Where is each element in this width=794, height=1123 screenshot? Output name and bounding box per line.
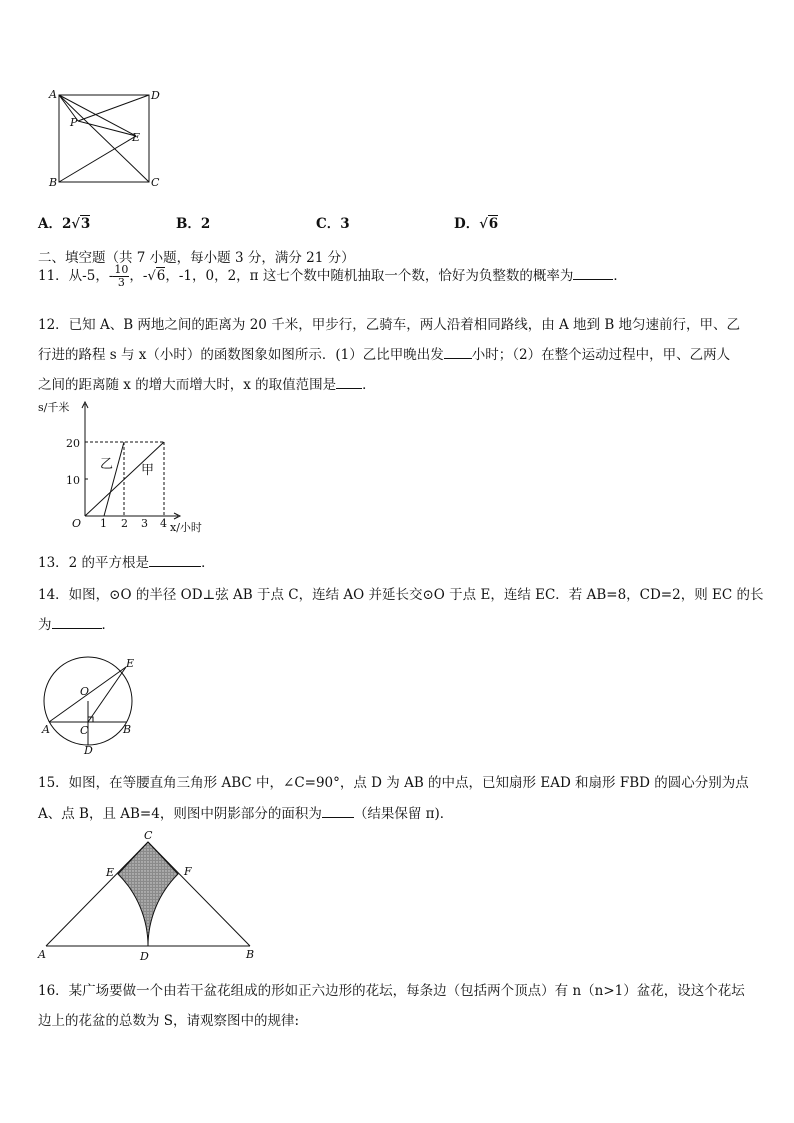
y-axis-label: s/千米 bbox=[38, 401, 70, 414]
label-O: O bbox=[80, 685, 90, 698]
answer-blank bbox=[52, 616, 102, 629]
fraction: $\frac{10}{3}$ bbox=[114, 263, 129, 289]
series-label-yi: 乙 bbox=[100, 457, 114, 472]
question-12-line2: 行进的路程 s 与 x（小时）的函数图象如图所示．(1）乙比甲晚出发 小时；（2）在整个运动过程中，甲、乙两人 bbox=[38, 347, 731, 363]
x-tick: 1 bbox=[100, 517, 107, 530]
graph-q12 bbox=[38, 398, 218, 538]
question-16-line1: 16．某广场要做一个由若干盆花组成的形如正六边形的花坛，每条边（包括两个顶点）有 n（n>1）盆花，设这个花坛 bbox=[38, 983, 745, 999]
question-11: 11．从-5，- $\frac{10}{3}$ ，-√6，-1，0，2，π 这七个数中随机抽取一个数，恰好为负整数的概率为 ． bbox=[38, 263, 627, 289]
x-axis-label: x/小时 bbox=[170, 521, 202, 534]
answer-blank bbox=[573, 267, 613, 280]
option-a: A．2√3 bbox=[38, 216, 91, 232]
option-c: C．3 bbox=[316, 216, 350, 232]
label-A: A bbox=[49, 88, 57, 101]
x-tick: 3 bbox=[141, 517, 148, 530]
question-15-line1: 15．如图，在等腰直角三角形 ABC 中，∠C=90°，点 D 为 AB 的中点，已知扇形 EAD 和扇形 FBD 的圆心分别为点 bbox=[38, 775, 749, 791]
label-A: A bbox=[38, 948, 46, 961]
label-E: E bbox=[126, 657, 135, 670]
question-14-line1: 14．如图，⊙O 的半径 OD⊥弦 AB 于点 C，连结 AO 并延长交⊙O 于点 E，连结 EC．若 AB=8，CD=2，则 EC 的长 bbox=[38, 587, 764, 603]
answer-blank bbox=[322, 805, 354, 818]
x-tick: 2 bbox=[121, 517, 128, 530]
label-B: B bbox=[123, 723, 132, 736]
label-E: E bbox=[132, 131, 141, 144]
label-P: P bbox=[70, 116, 78, 129]
question-13: 13．2 的平方根是 ． bbox=[38, 555, 215, 571]
figure-q15-triangle bbox=[36, 828, 266, 968]
label-B: B bbox=[49, 176, 58, 189]
label-D: D bbox=[151, 89, 160, 102]
label-E: E bbox=[106, 866, 115, 879]
figure-q10-square bbox=[40, 84, 170, 194]
question-15-line2: A、点 B，且 AB=4，则图中阴影部分的面积为 （结果保留 π)． bbox=[38, 806, 454, 822]
series-label-jia: 甲 bbox=[141, 463, 155, 478]
label-F: F bbox=[184, 865, 192, 878]
x-tick: 4 bbox=[160, 517, 167, 530]
y-tick: 20 bbox=[66, 437, 80, 450]
figure-q14-circle bbox=[38, 655, 148, 760]
question-12-line1: 12．已知 A、B 两地之间的距离为 20 千米，甲步行，乙骑车，两人沿着相同路线，由 A 地到 B 地匀速前行，甲、乙 bbox=[38, 317, 741, 333]
question-12-line3: 之间的距离随 x 的增大而增大时，x 的取值范围是 ． bbox=[38, 377, 376, 393]
option-d: D．√6 bbox=[454, 216, 499, 232]
question-16-line2: 边上的花盆的总数为 S，请观察图中的规律: bbox=[38, 1013, 300, 1029]
answer-blank bbox=[336, 376, 362, 389]
answer-blank bbox=[149, 554, 201, 567]
label-A: A bbox=[42, 723, 50, 736]
label-C: C bbox=[151, 176, 160, 189]
label-B: B bbox=[246, 948, 255, 961]
label-D: D bbox=[140, 950, 149, 963]
label-D: D bbox=[84, 744, 93, 757]
question-14-line2: 为 ． bbox=[38, 617, 115, 633]
option-b: B．2 bbox=[176, 216, 211, 232]
label-C: C bbox=[144, 829, 153, 842]
section-heading: 二、填空题（共 7 小题，每小题 3 分，满分 21 分） bbox=[38, 250, 355, 266]
y-tick: 10 bbox=[66, 474, 80, 487]
origin-label: O bbox=[72, 517, 82, 530]
label-C: C bbox=[80, 724, 89, 737]
answer-blank bbox=[444, 346, 472, 359]
